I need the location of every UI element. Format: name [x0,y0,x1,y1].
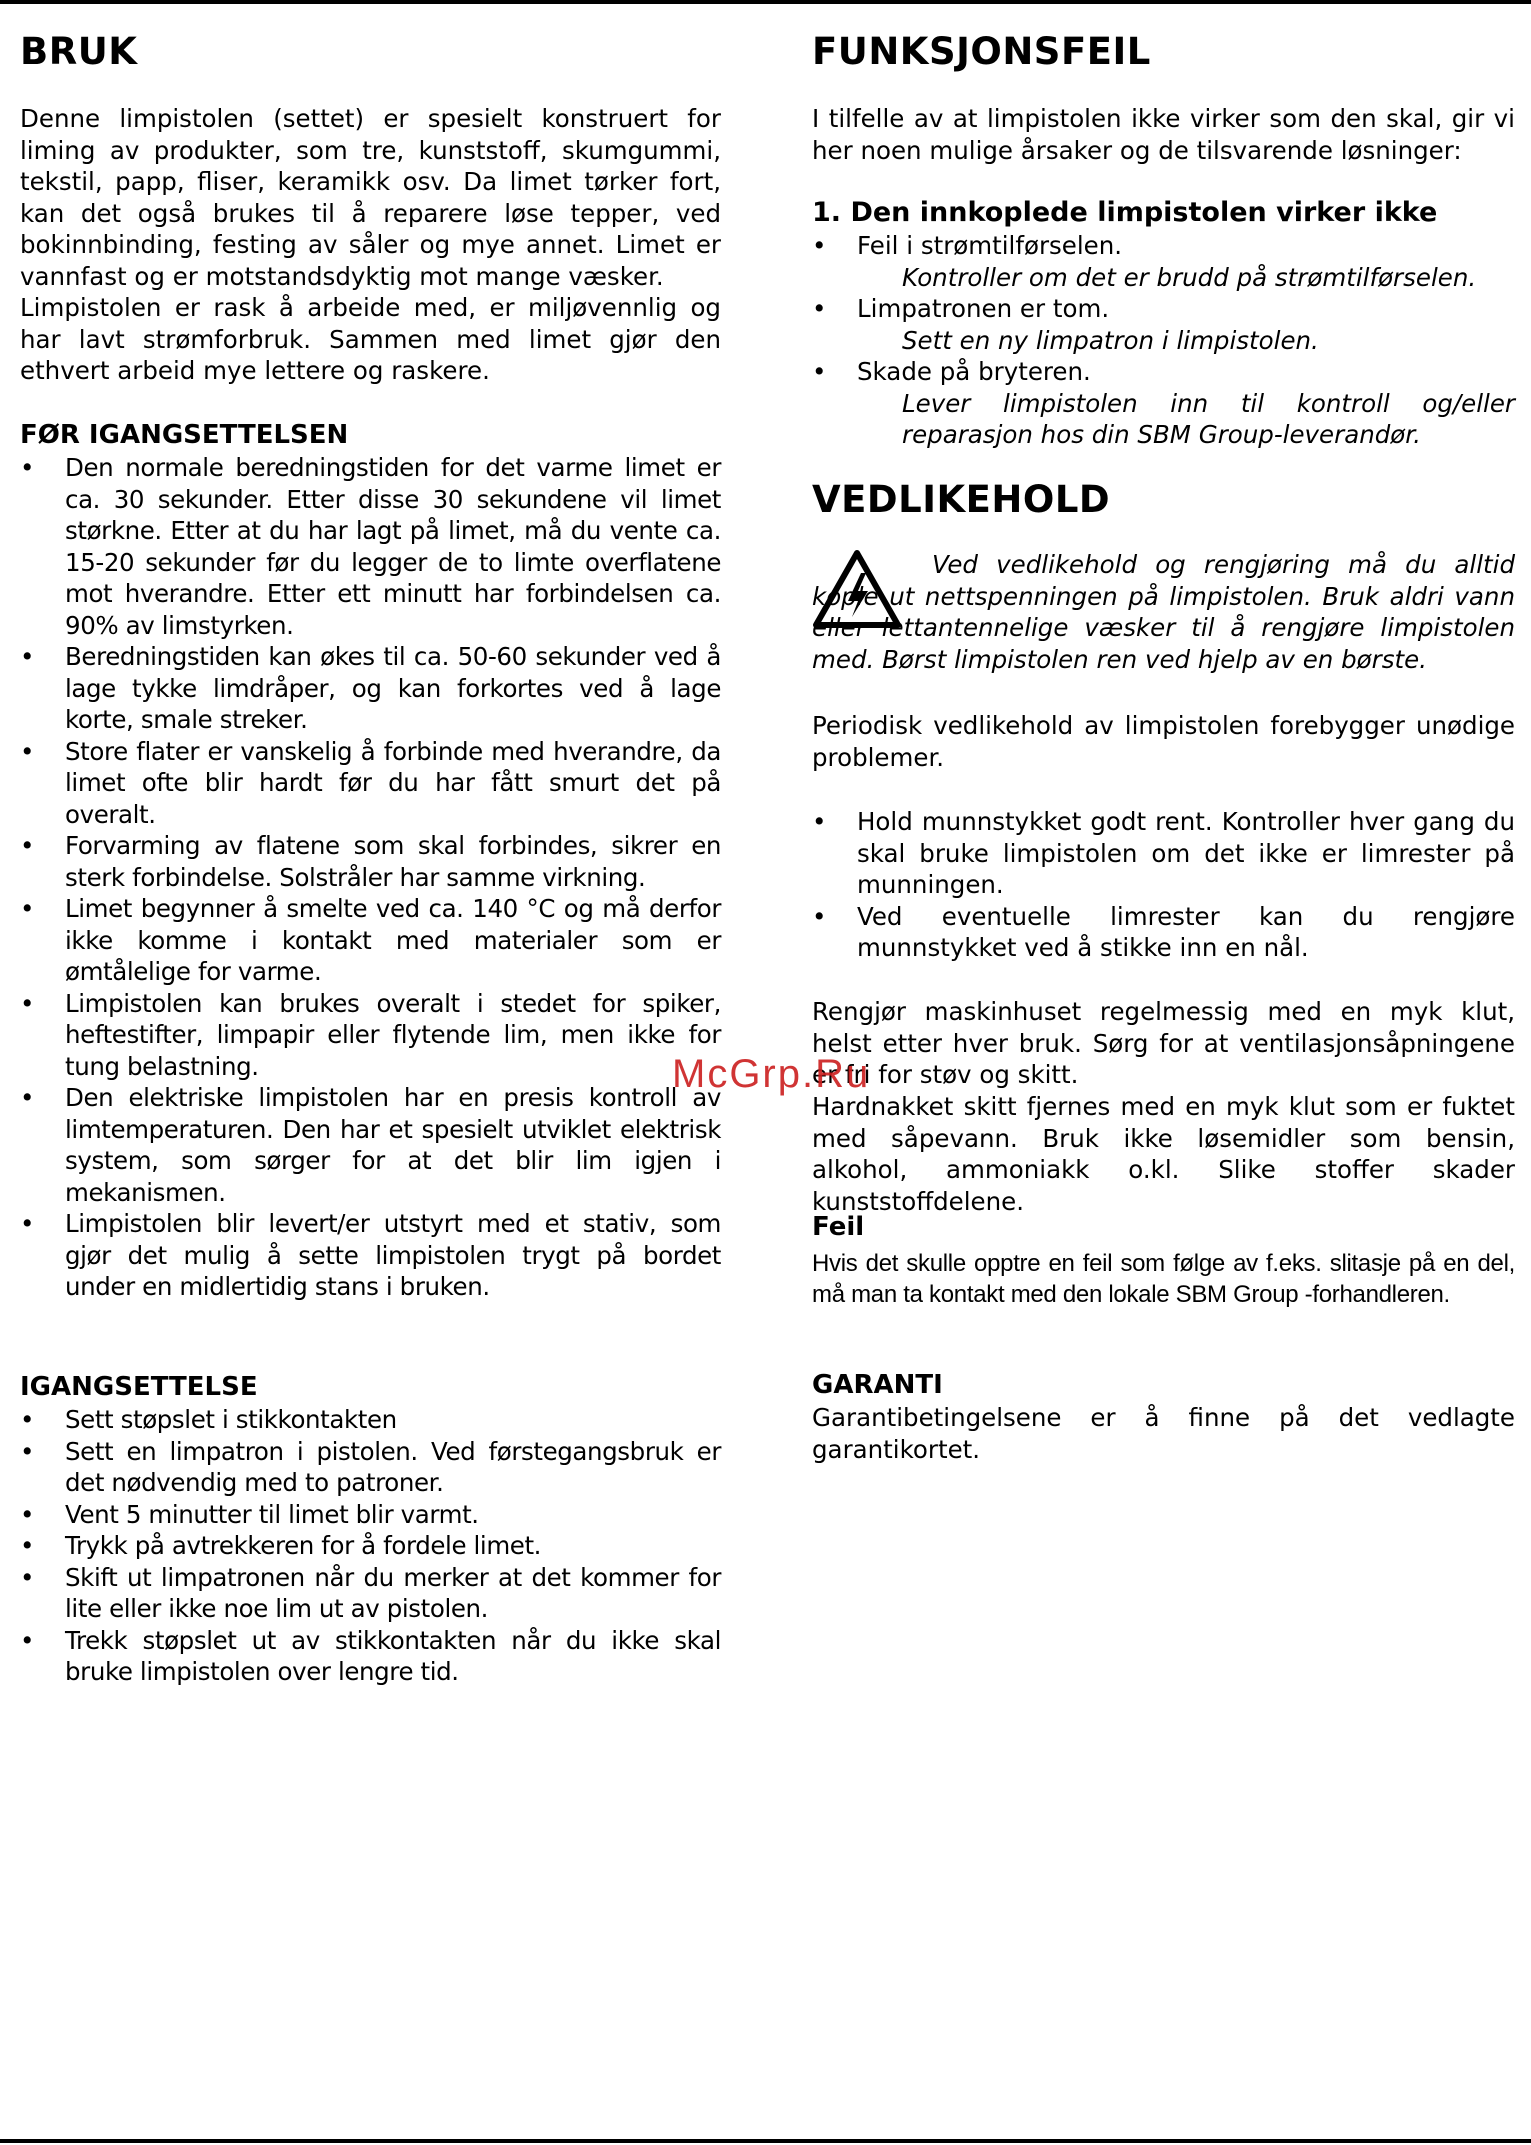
list-item: • Limet begynner å smelte ved ca. 140 °C og må derfor ikke komme i kontakt med materialer som er ømtålelige for varme. [20,894,721,986]
list-item: • Limpatronen er tom. Sett en ny limpatron i limpistolen. [812,294,1319,355]
bullet-icon: • [20,736,35,766]
list-item: • Hold munnstykket godt rent. Kontroller hver gang du skal bruke limpistolen om det ikke er limrester på munningen. [812,807,1515,899]
vedlikehold-paragraph-2: Rengjør maskinhuset regelmessig med en myk klut, helst etter hver bruk. Sørg for at ventilasjonsåpningene er fri for støv og skitt. [812,997,1515,1089]
bullet-icon: • [20,1531,35,1560]
section-title-vedlikehold: VEDLIKEHOLD [812,478,1111,521]
list-item: • Vent 5 minutter til limet blir varmt. [20,1499,479,1529]
bullet-icon: • [20,1562,35,1592]
bullet-icon: • [20,988,35,1018]
list-item: • Den normale beredningstiden for det varme limet er ca. 30 sekunder. Etter disse 30 sekundene vil limet størkne. Etter at du har lagt på limet, må du vente ca. 15-20 sekunder før du legger de to limte overflatene mot hverandre. Etter ett minutt har forbindelsen ca. 90% av limstyrken. [20,453,721,640]
list-item: • Ved eventuelle limrester kan du rengjøre munnstykket ved å stikke inn en nål. [812,901,1515,962]
section-title-garanti: GARANTI [812,1370,943,1400]
bullet-icon: • [20,453,35,482]
list-item: • Forvarming av flatene som skal forbindes, sikrer en sterk forbindelse. Solstråler har samme virkning. [20,831,721,892]
igangsettelse-list [20,1404,721,1688]
bullet-icon: • [812,294,827,323]
list-item: • Limpistolen blir levert/er utstyrt med et stativ, som gjør det mulig å sette limpistolen trygt på bordet under en midlertidig stans i bruken. [20,1209,721,1301]
bullet-icon: • [812,357,827,386]
bruk-paragraph-1: Denne limpistolen (settet) er spesielt konstruert for liming av produkter, som tre, kunststoff, skumgummi, tekstil, papp, fliser, keramikk osv. Da limet tørker fort, kan det også brukes til å reparere løse tepper, ved bokinnbinding, festing av såler og mye annet. Limet er vannfast og er motstandsdyktig mot mange væsker. [20,104,721,291]
bullet-icon: • [20,1083,35,1112]
bullet-icon: • [20,894,35,923]
watermark-text: McGrp.Ru [672,1052,871,1096]
funksjonsfeil-list [812,230,1515,451]
for-igangsettelsen-list [20,452,721,1303]
garanti-text: Garantibetingelsene er å finne på det vedlagte garantikortet. [812,1403,1515,1464]
list-item: • Sett en limpatron i pistolen. Ved førstegangsbruk er det nødvendig med to patroner. [20,1436,721,1497]
bullet-icon: • [20,1436,35,1466]
section-title-feil: Feil [812,1212,865,1242]
vedlikehold-paragraph-1: Periodisk vedlikehold av limpistolen forebygger unødige problemer. [812,711,1515,772]
vedlikehold-list [812,806,1515,964]
section-title-for-igangsettelsen: FØR IGANGSETTELSEN [20,420,349,450]
list-item: • Feil i strømtilførselen. Kontroller om det er brudd på strømtilførselen. [812,231,1477,292]
funksjonsfeil-intro: I tilfelle av at limpistolen ikke virker som den skal, gir vi her noen mulige årsaker og de tilsvarende løsninger: [812,104,1515,165]
bullet-icon: • [20,1499,35,1529]
bullet-icon: • [20,642,35,671]
bullet-icon: • [20,831,35,860]
list-item: • Skift ut limpatronen når du merker at det kommer for lite eller ikke noe lim ut av pistolen. [20,1562,721,1623]
section-title-funksjonsfeil: FUNKSJONSFEIL [812,30,1151,73]
top-rule [0,0,1531,4]
bruk-paragraph-2: Limpistolen er rask å arbeide med, er miljøvennlig og har lavt strømforbruk. Sammen med limet gjør den ethvert arbeid mye lettere og raskere. [20,293,721,385]
bullet-icon: • [20,1625,35,1655]
list-item: • Trykk på avtrekkeren for å fordele limet. [20,1531,542,1560]
bottom-rule [0,2139,1531,2143]
list-item: • Store flater er vanskelig å forbinde med hverandre, da limet ofte blir hardt før du har fått smurt det på overalt. [20,736,721,829]
warning-text: Ved vedlikehold og rengjøring må du alltid kople ut nettspenningen på limpistolen. Bruk aldri vann eller lettantennelige væsker til å rengjøre limpistolen med. Børst limpistolen ren ved hjelp av en børste. [812,550,1515,674]
section-title-igangsettelse: IGANGSETTELSE [20,1372,258,1402]
section-title-bruk: BRUK [20,30,138,73]
feil-text: Hvis det skulle opptre en feil som følge av f.eks. slitasje på en del, må man ta kontakt med den lokale SBM Group -forhandleren. [812,1250,1515,1308]
list-item: • Sett støpslet i stikkontakten [20,1405,397,1434]
list-item: • Trekk støpslet ut av stikkontakten når du ikke skal bruke limpistolen over lengre tid. [20,1625,721,1686]
bullet-icon: • [20,1209,35,1238]
bullet-icon: • [812,231,827,260]
list-item: • Beredningstiden kan økes til ca. 50-60 sekunder ved å lage tykke limdråper, og kan forkortes ved å lage korte, smale streker. [20,642,721,734]
funksjonsfeil-subtitle: 1. Den innkoplede limpistolen virker ikke [812,197,1438,228]
bullet-icon: • [812,807,827,836]
bullet-icon: • [812,901,827,931]
list-item: • Den elektriske limpistolen har en presis kontroll av limtemperaturen. Den har et spesielt utviklet elektrisk system, som sørger for at det blir lim igjen i mekanismen. [20,1083,721,1207]
list-item: • Limpistolen kan brukes overalt i stedet for spiker, heftestifter, limpapir eller flytende lim, men ikke for tung belastning. [20,988,721,1081]
vedlikehold-paragraph-3: Hardnakket skitt fjernes med en myk klut som er fuktet med såpevann. Bruk ikke løsemidler som bensin, alkohol, ammoniakk o.kl. Slike stoffer skader kunststoffdelene. [812,1092,1515,1216]
bullet-icon: • [20,1405,35,1434]
list-item: • Skade på bryteren. Lever limpistolen inn til kontroll og/eller reparasjon hos din SBM Group-leverandør. [812,357,1515,449]
